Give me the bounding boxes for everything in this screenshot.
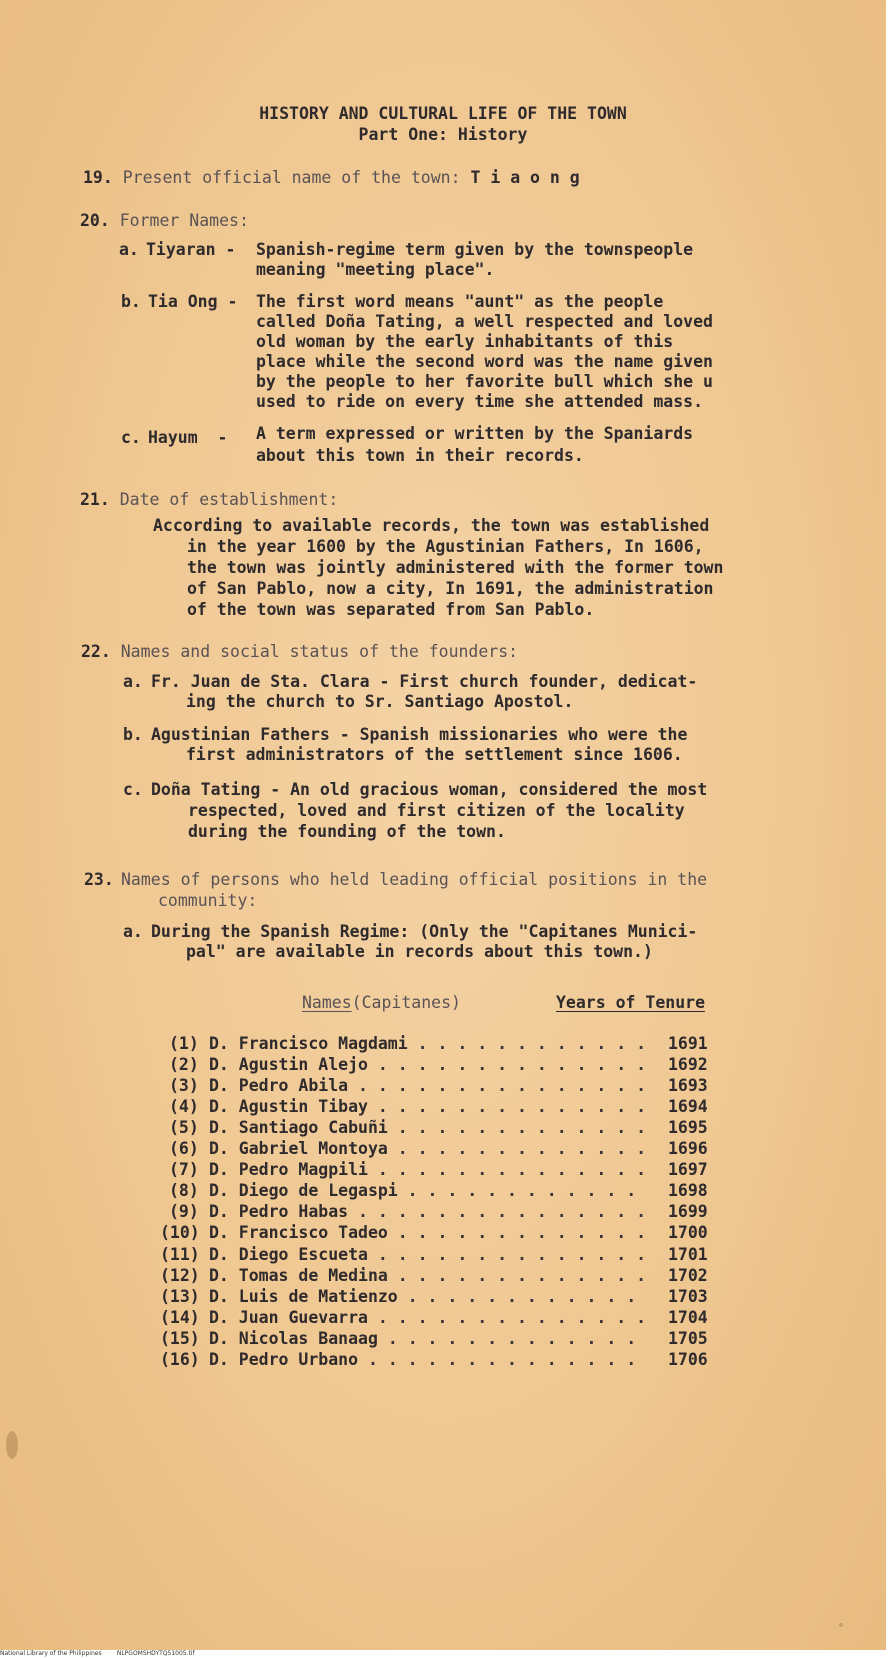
tenure-year: 1702 <box>668 1266 708 1285</box>
name-text: D. Santiago Cabuñi <box>209 1118 388 1137</box>
leader-dots: . . . . . . . . . . . . . . . <box>348 1202 647 1221</box>
row-number: (3) <box>169 1076 199 1095</box>
item-label: Names and social status of the founders: <box>120 642 519 661</box>
row-number: (14) <box>160 1308 200 1327</box>
former-name-b-term: Tia Ong - <box>148 292 238 311</box>
row-number: (7) <box>169 1160 199 1179</box>
capitan-name <box>209 1202 646 1222</box>
name-text: D. Diego de Legaspi <box>209 1181 398 1200</box>
establishment-line: the town was jointly administered with the former town <box>187 558 724 577</box>
tenure-year: 1697 <box>668 1160 708 1179</box>
leader-dots: . . . . . . . . . . . . . . <box>367 1097 647 1116</box>
establishment-line: of the town was separated from San Pablo. <box>187 600 595 619</box>
name-text: D. Pedro Abila <box>209 1076 349 1095</box>
tenure-year: 1693 <box>668 1076 708 1095</box>
row-number: (8) <box>169 1181 199 1200</box>
name-text: D. Diego Escueta <box>209 1245 368 1264</box>
former-name-c-line: A term expressed or written by the Spaniards <box>256 424 694 443</box>
leader-dots: . . . . . . . . . . . . . <box>377 1329 637 1348</box>
leader-dots: . . . . . . . . . . . . . <box>387 1223 647 1242</box>
former-name-a-term: Tiyaran - <box>146 240 236 259</box>
row-number: (4) <box>169 1097 199 1116</box>
tenure-year: 1704 <box>668 1308 708 1327</box>
former-name-b-line: place while the second word was the name given <box>256 352 713 371</box>
footer-filename: NLPGOMSHDYTQ51005.tif <box>116 1650 195 1657</box>
leader-dots: . . . . . . . . . . . . . . <box>367 1308 647 1327</box>
founder-c-line: Doña Tating - An old gracious woman, considered the most <box>151 780 708 799</box>
footer-library: National Library of the Philippines <box>0 1650 102 1657</box>
paper-stain <box>839 1623 843 1627</box>
name-text: D. Tomas de Medina <box>209 1266 388 1285</box>
item-20 <box>80 211 249 231</box>
name-text: D. Nicolas Banaag <box>209 1329 378 1348</box>
former-name-a-line: Spanish-regime term given by the townspeople <box>256 240 694 259</box>
item-21 <box>80 490 338 510</box>
item-23-number: 23. <box>84 870 114 889</box>
paper-stain <box>6 1431 18 1459</box>
establishment-line: of San Pablo, now a city, In 1691, the administration <box>187 579 714 598</box>
former-name-a-marker: a. <box>119 240 139 259</box>
tenure-year: 1699 <box>668 1202 708 1221</box>
leader-dots: . . . . . . . . . . . . <box>397 1181 637 1200</box>
item-number: 20. <box>80 211 110 230</box>
establishment-line: in the year 1600 by the Agustinian Fathers, In 1606, <box>187 537 704 556</box>
capitan-name <box>209 1139 646 1159</box>
regime-a-line: pal" are available in records about this town.) <box>186 942 653 961</box>
leader-dots: . . . . . . . . . . . . . . <box>367 1245 647 1264</box>
former-name-b-line: old woman by the early inhabitants of this <box>256 332 674 351</box>
founder-a-line: ing the church to Sr. Santiago Apostol. <box>186 692 574 711</box>
capitan-name <box>209 1223 646 1243</box>
item-23-line: community: <box>158 891 258 910</box>
founder-c-line: respected, loved and first citizen of the locality <box>188 801 685 820</box>
capitan-name <box>209 1034 646 1054</box>
former-name-b-line: by the people to her favorite bull which she u <box>256 372 713 391</box>
capitan-name <box>209 1076 646 1096</box>
capitan-name <box>209 1287 636 1307</box>
leader-dots: . . . . . . . . . . . . . . <box>358 1350 637 1369</box>
leader-dots: . . . . . . . . . . . . . . . <box>348 1076 647 1095</box>
row-number: (6) <box>169 1139 199 1158</box>
leader-dots: . . . . . . . . . . . . . <box>387 1118 647 1137</box>
founder-c-marker: c. <box>123 780 143 799</box>
row-number: (16) <box>160 1350 200 1369</box>
founder-c-line: during the founding of the town. <box>188 822 506 841</box>
row-number: (5) <box>169 1118 199 1137</box>
name-text: D. Pedro Habas <box>209 1202 349 1221</box>
leader-dots: . . . . . . . . . . . . <box>397 1287 637 1306</box>
former-name-a-line: meaning "meeting place". <box>256 260 495 279</box>
former-name-b-marker: b. <box>121 292 141 311</box>
name-text: D. Juan Guevarra <box>209 1308 368 1327</box>
name-text: D. Agustin Alejo <box>209 1055 368 1074</box>
tenure-year: 1695 <box>668 1118 708 1137</box>
establishment-line: According to available records, the town was established <box>153 516 710 535</box>
former-name-b-line: used to ride on every time she attended mass. <box>256 392 704 411</box>
town-name: T i a o n g <box>470 168 580 187</box>
row-number: (11) <box>160 1245 200 1264</box>
tenure-year: 1698 <box>668 1181 708 1200</box>
name-text: D. Gabriel Montoya <box>209 1139 388 1158</box>
name-text: D. Agustin Tibay <box>209 1097 368 1116</box>
column-header-names: Names(Capitanes) <box>302 993 461 1012</box>
founder-a-line: Fr. Juan de Sta. Clara - First church founder, dedicat- <box>151 672 698 691</box>
tenure-year: 1692 <box>668 1055 708 1074</box>
tenure-year: 1691 <box>668 1034 708 1053</box>
former-name-b-line: The first word means "aunt" as the people <box>256 292 664 311</box>
leader-dots: . . . . . . . . . . . . . <box>387 1139 647 1158</box>
item-23-line: Names of persons who held leading official positions in the <box>121 870 708 889</box>
capitan-name <box>209 1097 646 1117</box>
capitan-name <box>209 1181 636 1201</box>
capitan-name <box>209 1118 646 1138</box>
document-subtitle: Part One: History <box>358 125 528 144</box>
row-number: (9) <box>169 1202 199 1221</box>
former-name-c-term: Hayum - <box>148 428 228 447</box>
tenure-year: 1703 <box>668 1287 708 1306</box>
row-number: (10) <box>160 1223 200 1242</box>
tenure-year: 1706 <box>668 1350 708 1369</box>
former-name-c-line: about this town in their records. <box>256 446 584 465</box>
row-number: (1) <box>169 1034 199 1053</box>
capitan-name <box>209 1266 646 1286</box>
item-19 <box>83 168 580 188</box>
tenure-year: 1696 <box>668 1139 708 1158</box>
capitan-name <box>209 1308 646 1328</box>
leader-dots: . . . . . . . . . . . . . . <box>367 1055 647 1074</box>
name-text: D. Pedro Magpili <box>209 1160 368 1179</box>
tenure-year: 1705 <box>668 1329 708 1348</box>
item-label: Former Names: <box>119 211 249 230</box>
founder-b-line: Agustinian Fathers - Spanish missionaries who were the <box>151 725 688 744</box>
item-number: 21. <box>80 490 110 509</box>
leader-dots: . . . . . . . . . . . . <box>407 1034 647 1053</box>
item-number: 19. <box>83 168 113 187</box>
item-label: Date of establishment: <box>119 490 339 509</box>
tenure-year: 1701 <box>668 1245 708 1264</box>
name-text: D. Pedro Urbano <box>209 1350 359 1369</box>
item-number: 22. <box>81 642 111 661</box>
name-text: D. Francisco Magdami <box>209 1034 408 1053</box>
founder-a-marker: a. <box>123 672 143 691</box>
leader-dots: . . . . . . . . . . . . . . <box>367 1160 647 1179</box>
name-text: D. Francisco Tadeo <box>209 1223 388 1242</box>
item-label: Present official name of the town: <box>122 168 461 187</box>
capitan-name <box>209 1055 646 1075</box>
regime-a-marker: a. <box>123 922 143 941</box>
row-number: (15) <box>160 1329 200 1348</box>
former-name-c-marker: c. <box>121 428 141 447</box>
capitan-name <box>209 1160 646 1180</box>
name-text: D. Luis de Matienzo <box>209 1287 398 1306</box>
column-header-years: Years of Tenure <box>556 993 706 1012</box>
row-number: (13) <box>160 1287 200 1306</box>
row-number: (12) <box>160 1266 200 1285</box>
tenure-year: 1694 <box>668 1097 708 1116</box>
capitan-name <box>209 1350 636 1370</box>
capitan-name <box>209 1245 646 1265</box>
founder-b-marker: b. <box>123 725 143 744</box>
item-22 <box>81 642 518 662</box>
document-title: HISTORY AND CULTURAL LIFE OF THE TOWN <box>259 104 627 123</box>
leader-dots: . . . . . . . . . . . . . <box>387 1266 647 1285</box>
capitan-name <box>209 1329 636 1349</box>
row-number: (2) <box>169 1055 199 1074</box>
scan-footer <box>0 1650 891 1658</box>
founder-b-line: first administrators of the settlement since 1606. <box>186 745 683 764</box>
tenure-year: 1700 <box>668 1223 708 1242</box>
regime-a-line: During the Spanish Regime: (Only the "Capitanes Munici- <box>151 922 698 941</box>
former-name-b-line: called Doña Tating, a well respected and loved <box>256 312 713 331</box>
